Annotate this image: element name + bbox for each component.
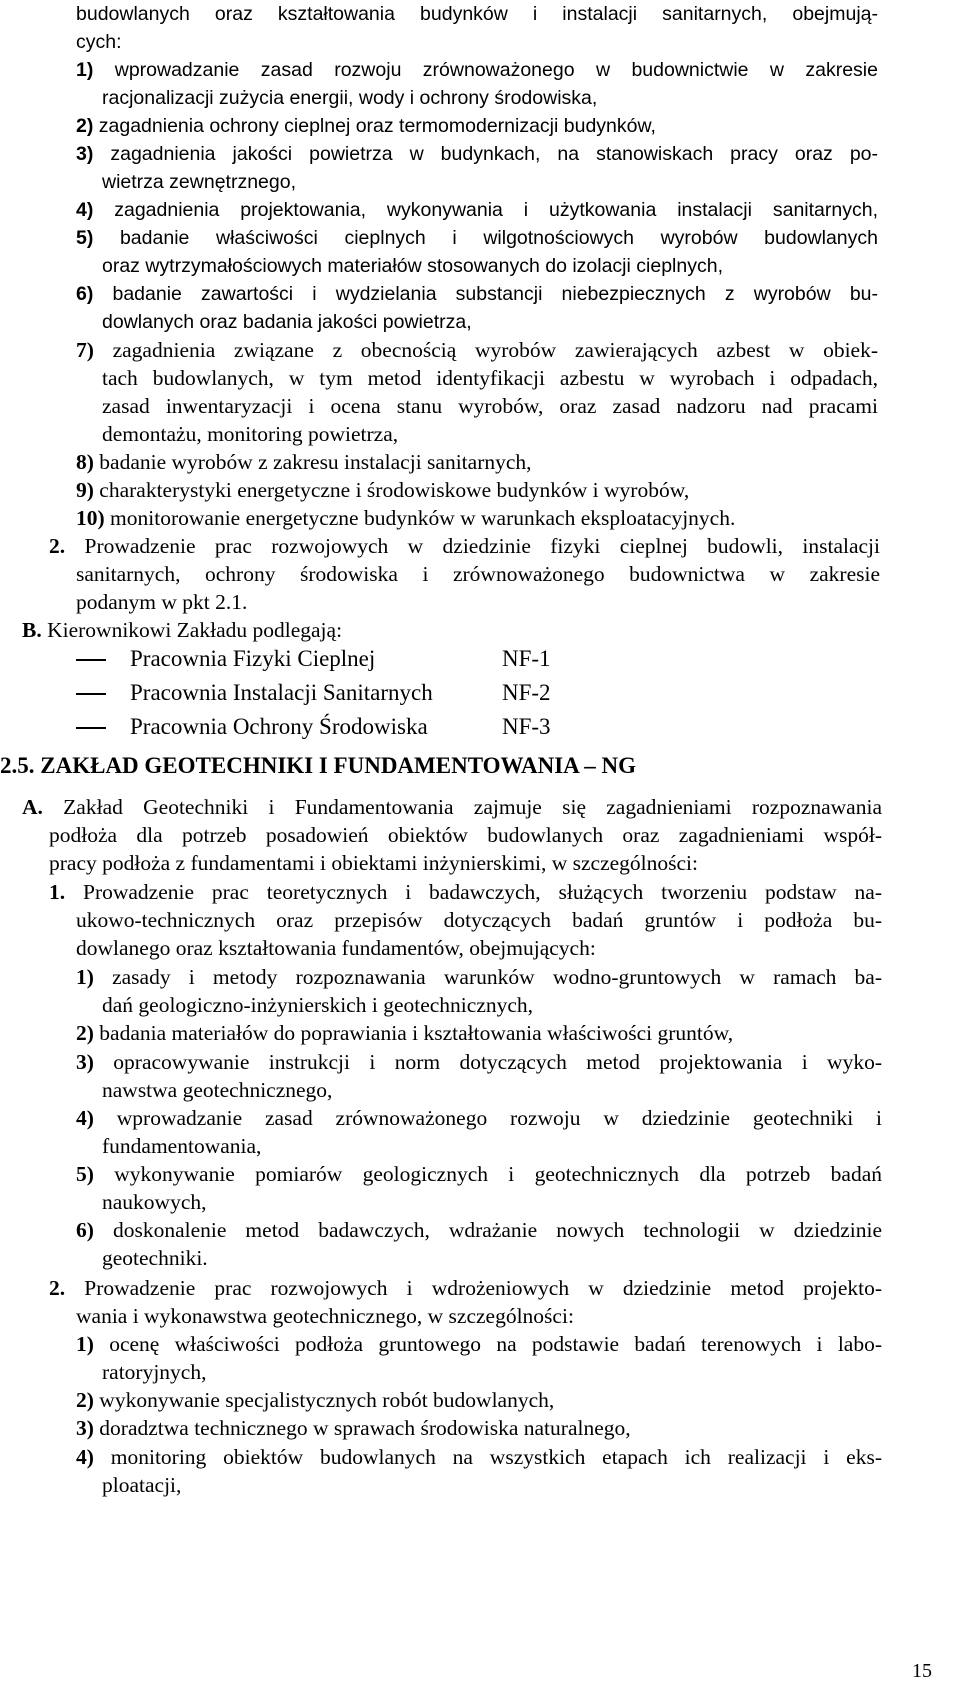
text-line bbox=[76, 588, 247, 616]
item-number: 3) bbox=[76, 1416, 94, 1440]
text-line bbox=[102, 1358, 206, 1386]
line-text: demontażu, monitoring powietrza, bbox=[102, 422, 399, 446]
line-text: Prowadzenie prac teoretycznych i badawczych, służących tworzeniu podstaw na- bbox=[65, 880, 882, 904]
line-text: Prowadzenie prac rozwojowych w dziedzinie fizyki cieplnej budowli, instalacji bbox=[65, 534, 880, 558]
text-line bbox=[102, 84, 597, 112]
line-text: charakterystyki energetyczne i środowiskowe budynków i wyrobów, bbox=[93, 478, 690, 502]
line-text: badanie zawartości i wydzielania substancji niebezpiecznych z wyrobów bu- bbox=[93, 283, 878, 305]
lab-code: NF-1 bbox=[502, 646, 551, 671]
line-text: zasad inwentaryzacji i ocena stanu wyrobów, oraz zasad nadzoru nad pracami bbox=[102, 394, 878, 418]
item-number: A. bbox=[22, 795, 43, 819]
line-text: dowlanych oraz badania jakości powietrza, bbox=[102, 311, 472, 333]
text-line bbox=[76, 28, 122, 56]
item-number: 5) bbox=[76, 227, 94, 249]
line-text: cych: bbox=[76, 31, 122, 53]
item-number: 3) bbox=[76, 1050, 94, 1074]
section-heading: 2.5. ZAKŁAD GEOTECHNIKI I FUNDAMENTOWANIA – NG bbox=[0, 753, 636, 778]
text-line bbox=[76, 448, 532, 476]
line-text: oraz wytrzymałościowych materiałów stosowanych do izolacji cieplnych, bbox=[102, 255, 723, 277]
text-line bbox=[76, 1386, 554, 1414]
text-line bbox=[102, 991, 533, 1019]
line-text: badania materiałów do poprawiania i kształtowania właściwości gruntów, bbox=[93, 1021, 734, 1045]
text-line bbox=[76, 476, 689, 504]
line-text: naukowych, bbox=[102, 1190, 207, 1214]
page-number: 15 bbox=[912, 1660, 932, 1682]
line-text: ploatacji, bbox=[102, 1473, 182, 1497]
item-number: 7) bbox=[76, 338, 94, 362]
text-line bbox=[22, 616, 342, 644]
item-number: 3) bbox=[76, 143, 94, 165]
line-text: badanie wyrobów z zakresu instalacji sanitarnych, bbox=[93, 450, 532, 474]
line-text: Zakład Geotechniki i Fundamentowania zajmuje się zagadnieniami rozpoznawania bbox=[42, 795, 882, 819]
line-text: geotechniki. bbox=[102, 1246, 208, 1270]
item-number: 2) bbox=[76, 1388, 94, 1412]
item-number: 1. bbox=[49, 880, 66, 904]
line-text: tach budowlanych, w tym metod identyfikacji azbestu w wyrobach i odpadach, bbox=[102, 366, 878, 390]
item-number: 1) bbox=[76, 1332, 94, 1356]
line-text: zagadnienia projektowania, wykonywania i użytkowania instalacji sanitarnych, bbox=[93, 199, 878, 221]
item-number: 1) bbox=[76, 59, 94, 81]
line-text: wietrza zewnętrznego, bbox=[102, 171, 297, 193]
line-text: Prowadzenie prac rozwojowych i wdrożeniowych w dziedzinie metod projekto- bbox=[65, 1276, 882, 1300]
line-text: zagadnienia związane z obecnością wyrobów zawierających azbest w obiek- bbox=[93, 338, 878, 362]
text-line bbox=[76, 1104, 882, 1132]
line-text: budowlanych oraz kształtowania budynków i instalacji sanitarnych, obejmują- bbox=[76, 3, 878, 25]
lab-code: NF-3 bbox=[502, 714, 551, 739]
item-number: 6) bbox=[76, 1218, 94, 1242]
text-line bbox=[76, 560, 880, 588]
line-text: monitorowanie energetyczne budynków w warunkach eksploatacyjnych. bbox=[104, 506, 736, 530]
item-number: 4) bbox=[76, 1106, 94, 1130]
line-text: fundamentowania, bbox=[102, 1134, 262, 1158]
line-text: ratoryjnych, bbox=[102, 1360, 207, 1384]
text-line bbox=[76, 196, 878, 224]
line-text: opracowywanie instrukcji i norm dotyczących metod projektowania i wyko- bbox=[93, 1050, 882, 1074]
text-line bbox=[76, 963, 882, 991]
line-text: racjonalizacji zużycia energii, wody i ochrony środowiska, bbox=[102, 87, 598, 109]
text-line bbox=[102, 364, 878, 392]
text-line bbox=[76, 1019, 733, 1047]
item-number: 2. bbox=[49, 1276, 66, 1300]
line-text: nawstwa geotechnicznego, bbox=[102, 1078, 333, 1102]
item-number: 10) bbox=[76, 506, 105, 530]
text-line bbox=[102, 1076, 332, 1104]
lab-code: NF-2 bbox=[502, 680, 551, 705]
item-number: 8) bbox=[76, 450, 94, 474]
dash-icon bbox=[76, 693, 106, 695]
text-line bbox=[102, 1132, 261, 1160]
text-line bbox=[49, 849, 698, 877]
line-text: podłoża dla potrzeb posadowień obiektów budowlanych oraz zagadnieniami współ- bbox=[49, 823, 882, 847]
text-line bbox=[76, 934, 596, 962]
line-text: zagadnienia jakości powietrza w budynkach, na stanowiskach pracy oraz po- bbox=[93, 143, 878, 165]
text-line bbox=[76, 1216, 882, 1244]
text-line bbox=[76, 280, 878, 308]
dash-icon bbox=[76, 727, 106, 729]
line-text: monitoring obiektów budowlanych na wszystkich etapach ich realizacji i eks- bbox=[93, 1445, 882, 1469]
item-number: 1) bbox=[76, 965, 94, 989]
text-line bbox=[76, 140, 878, 168]
item-number: 2) bbox=[76, 115, 94, 137]
line-text: ocenę właściwości podłoża gruntowego na podstawie badań terenowych i labo- bbox=[93, 1332, 882, 1356]
item-number: 4) bbox=[76, 199, 94, 221]
line-text: ukowo-technicznych oraz przepisów dotyczących badań gruntów i podłoża bu- bbox=[76, 908, 882, 932]
text-line bbox=[76, 1414, 631, 1442]
text-line bbox=[76, 1330, 882, 1358]
item-number: 6) bbox=[76, 283, 94, 305]
item-number: 4) bbox=[76, 1445, 94, 1469]
text-line bbox=[102, 252, 723, 280]
item-number: 2) bbox=[76, 1021, 94, 1045]
line-text: wania i wykonawstwa geotechnicznego, w szczególności: bbox=[76, 1304, 574, 1328]
text-line bbox=[76, 906, 882, 934]
text-line bbox=[49, 532, 880, 560]
text-line bbox=[49, 821, 882, 849]
text-line bbox=[102, 392, 878, 420]
item-number: 2. bbox=[49, 534, 66, 558]
text-line bbox=[22, 793, 882, 821]
line-text: wprowadzanie zasad rozwoju zrównoważonego w budownictwie w zakresie bbox=[93, 59, 878, 81]
line-text: podanym w pkt 2.1. bbox=[76, 590, 248, 614]
text-line bbox=[102, 420, 398, 448]
text-line bbox=[76, 1302, 574, 1330]
text-line bbox=[102, 1188, 207, 1216]
text-line bbox=[102, 308, 472, 336]
text-line bbox=[76, 1443, 882, 1471]
item-number: B. bbox=[22, 618, 42, 642]
line-text: dowlanego oraz kształtowania fundamentów, obejmujących: bbox=[76, 936, 596, 960]
text-line bbox=[76, 0, 878, 28]
lab-name: Pracownia Ochrony Środowiska bbox=[130, 714, 428, 739]
line-text: wykonywanie specjalistycznych robót budowlanych, bbox=[93, 1388, 555, 1412]
text-line bbox=[76, 1160, 882, 1188]
line-text: dań geologiczno-inżynierskich i geotechnicznych, bbox=[102, 993, 534, 1017]
lab-name: Pracownia Instalacji Sanitarnych bbox=[130, 680, 433, 705]
text-line bbox=[76, 56, 878, 84]
text-line bbox=[49, 1274, 882, 1302]
line-text: pracy podłoża z fundamentami i obiektami inżynierskimi, w szczególności: bbox=[49, 851, 698, 875]
line-text: badanie właściwości cieplnych i wilgotnościowych wyrobów budowlanych bbox=[93, 227, 878, 249]
item-number: 5) bbox=[76, 1162, 94, 1186]
line-text: doskonalenie metod badawczych, wdrażanie nowych technologii w dziedzinie bbox=[93, 1218, 882, 1242]
line-text: sanitarnych, ochrony środowiska i zrównoważonego budownictwa w zakresie bbox=[76, 562, 880, 586]
text-line bbox=[76, 336, 878, 364]
dash-icon bbox=[76, 659, 106, 661]
line-text: wprowadzanie zasad zrównoważonego rozwoju w dziedzinie geotechniki i bbox=[93, 1106, 882, 1130]
text-line bbox=[76, 112, 656, 140]
item-number: 9) bbox=[76, 478, 94, 502]
text-line bbox=[76, 224, 878, 252]
line-text: zagadnienia ochrony cieplnej oraz termomodernizacji budynków, bbox=[93, 115, 656, 137]
line-text: Kierownikowi Zakładu podlegają: bbox=[41, 618, 343, 642]
line-text: zasady i metody rozpoznawania warunków wodno-gruntowych w ramach ba- bbox=[93, 965, 882, 989]
lab-name: Pracownia Fizyki Cieplnej bbox=[130, 646, 376, 671]
text-line bbox=[49, 878, 882, 906]
text-line bbox=[102, 1244, 208, 1272]
text-line bbox=[102, 168, 296, 196]
line-text: doradztwa technicznego w sprawach środowiska naturalnego, bbox=[93, 1416, 631, 1440]
text-line bbox=[102, 1471, 181, 1499]
line-text: wykonywanie pomiarów geologicznych i geotechnicznych dla potrzeb badań bbox=[93, 1162, 882, 1186]
text-line bbox=[76, 1048, 882, 1076]
text-line bbox=[76, 504, 735, 532]
